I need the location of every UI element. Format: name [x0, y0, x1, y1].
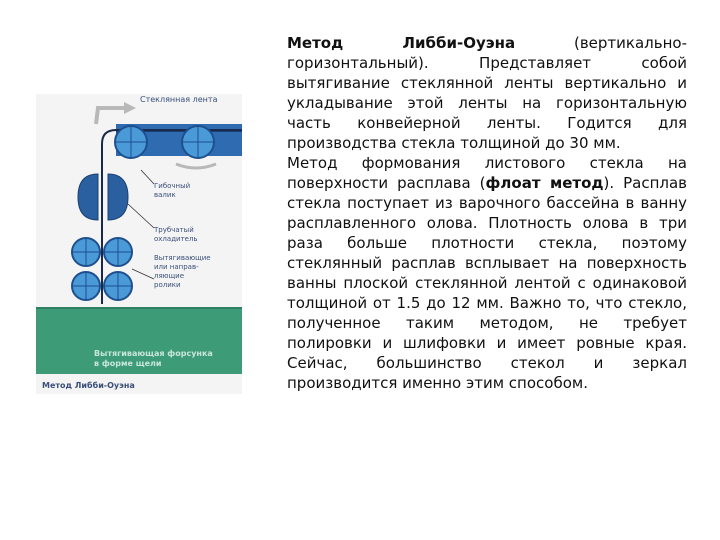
libbey-owens-diagram: [36, 94, 242, 394]
paragraph-libbey-owens: [287, 33, 687, 153]
paragraph-float-method: [287, 153, 687, 393]
diagram-svg: [36, 94, 242, 394]
label-pulling-rollers: Вытягивающие или направ-ляющие ролики: [154, 254, 211, 289]
paragraph-1-body: (вертикально-горизонтальный). Представляет собой вытягивание стеклянной ленты вертикально и укладывание этой ленты на горизонтальную часть конвейерной ленты. Годится для производства стекла толщиной до 30 мм.: [287, 34, 687, 152]
paragraph-2-start: Метод формования листового стекла на поверхности расплава (: [287, 154, 687, 192]
description-text: [287, 33, 687, 393]
label-glass-ribbon: Стеклянная лента: [140, 95, 218, 104]
figure-caption: Метод Либби-Оуэна: [42, 381, 135, 390]
paragraph-2-body: ). Расплав стекла поступает из варочного бассейна в ванну расплавленного олова. Плотность олова в три раза больше плотности стекла, поэтому стеклянный расплав всплывает на поверхность ванны плоской стеклянной лентой с одинаковой толщиной от 1.5 до 12 мм. Важно то, что стекло, полученное таким методом, не требует полировки и шлифовки и имеет ровные края. Сейчас, большинство стекол и зеркал производится именно этим способом.: [287, 174, 687, 392]
label-tube-cooler: Трубчатый охладитель: [154, 226, 198, 243]
label-nozzle: Вытягивающая форсунка в форме щели: [94, 349, 213, 368]
term-float-method: флоат метод: [485, 174, 604, 192]
term-libbey-owens: Метод Либби-Оуэна: [287, 34, 516, 52]
label-bending-roller: Гибочный валик: [154, 182, 191, 199]
